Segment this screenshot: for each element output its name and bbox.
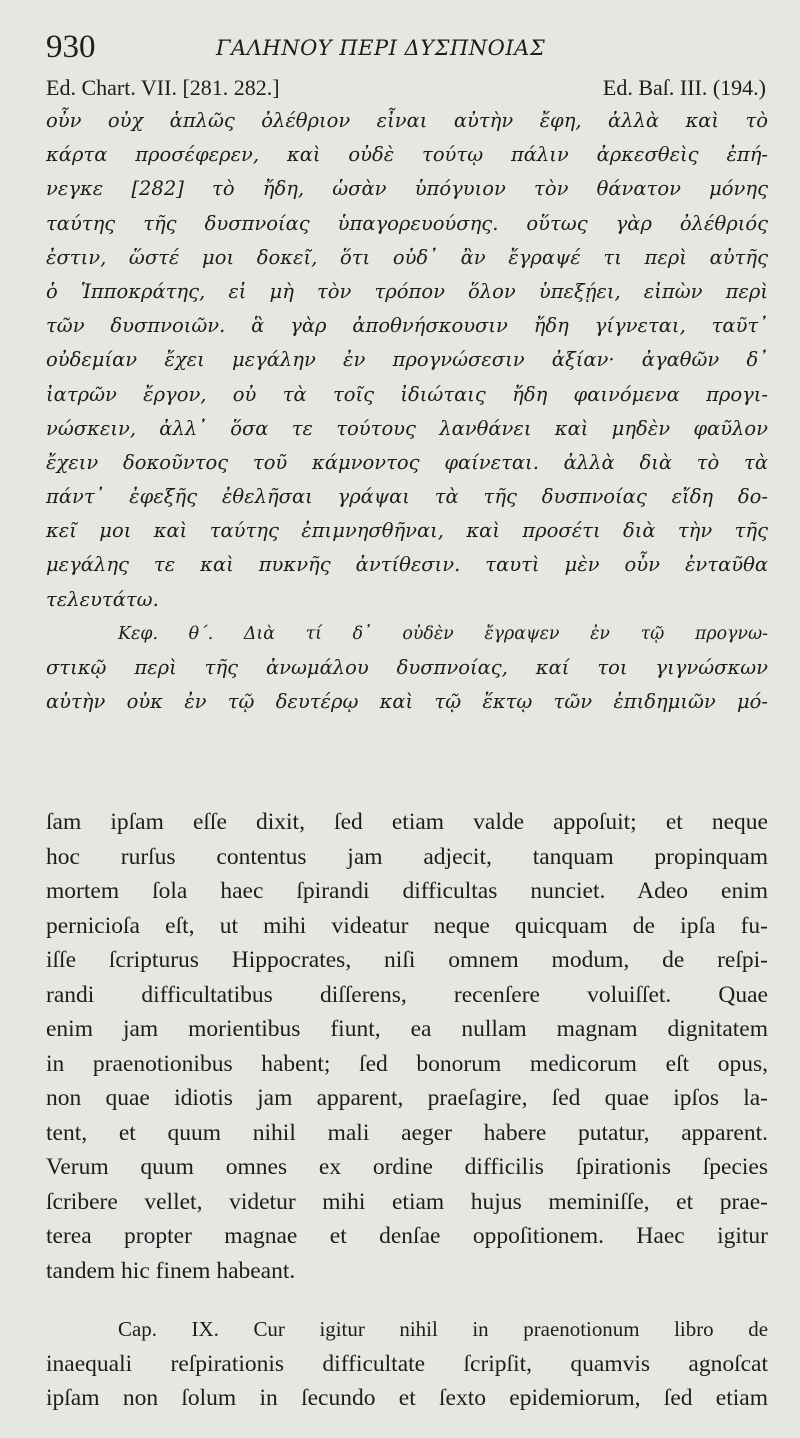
latin-line: inaequali reſpirationis difficultate ſcripſit, quamvis agnoſcat bbox=[46, 1350, 768, 1377]
latin-text bbox=[46, 805, 768, 1416]
latin-line: hoc rurſus contentus jam adjecit, tanquam propinquam bbox=[46, 843, 768, 870]
paragraph-gap bbox=[46, 1288, 768, 1312]
latin-line: terea propter magnae et denſae oppoſitionem. Haec igitur bbox=[46, 1223, 768, 1249]
page-header bbox=[46, 30, 766, 64]
latin-chapter-heading-line: Cap. IX. Cur igitur nihil in praenotionum libro de bbox=[118, 1317, 768, 1341]
page-number: 930 bbox=[46, 29, 96, 65]
greek-line: πάντ᾽ ἐφεξῆς ἐθελῆσαι γράψαι τὰ τῆς δυσπνοίας εἴδη δο- bbox=[46, 485, 768, 509]
edition-reference bbox=[46, 74, 766, 102]
latin-line: randi difficultatibus diſſerens, recenſere voluiſſet. Quae bbox=[46, 981, 768, 1008]
greek-line: νεγκε [282] τὸ ἤδη, ὡσὰν ὑπόγυιον τὸν θάνατον μόνης bbox=[46, 177, 768, 201]
greek-line: νώσκειν, ἀλλ᾽ ὅσα τε τούτους λανθάνει καὶ μηδὲν φαῦλον bbox=[46, 416, 768, 440]
latin-line: non quae idiotis jam apparent, praeſagire, ſed quae ipſos la- bbox=[46, 1085, 768, 1111]
greek-chapter-heading-line: Κεφ. θ΄. Διὰ τί δ᾽ οὐδὲν ἔγραψεν ἐν τῷ προγνω- bbox=[118, 623, 768, 644]
greek-line: ταύτης τῆς δυσπνοίας ὑπαγορευούσης. οὕτως γὰρ ὀλέθριός bbox=[46, 211, 768, 235]
greek-line: ἔχειν δοκοῦντος τοῦ κάμνοντος φαίνεται. ἀλλὰ διὰ τὸ τὰ bbox=[46, 450, 768, 474]
latin-line: ipſam non ſolum in ſecundo et ſexto epidemiorum, ſed etiam bbox=[46, 1385, 768, 1411]
greek-line: οὐδεμίαν ἔχει μεγάλην ἐν προγνώσεσιν ἀξίαν· ἀγαθῶν δ᾽ bbox=[46, 348, 768, 372]
greek-line: κάρτα προσέφερεν, καὶ οὐδὲ τούτῳ πάλιν ἀρκεσθεὶς ἐπή- bbox=[46, 143, 768, 167]
latin-line: in praenotionibus habent; ſed bonorum medicorum eſt opus, bbox=[46, 1050, 768, 1077]
latin-line: tandem hic finem habeant. bbox=[46, 1257, 296, 1284]
greek-text bbox=[46, 104, 768, 719]
greek-line: μεγάλης τε καὶ πυκνῆς ἀντίθεσιν. ταυτὶ μὲν οὖν ἐνταῦθα bbox=[46, 553, 768, 577]
greek-line: ὁ Ἱπποκράτης, εἰ μὴ τὸν τρόπον ὅλον ὑπεξῄει, εἰπὼν περὶ bbox=[46, 279, 768, 303]
latin-line: mortem ſola haec ſpirandi difficultas nunciet. Adeo enim bbox=[46, 878, 768, 904]
edition-basel: Ed. Baſ. III. (194.) bbox=[602, 75, 766, 100]
greek-line: τῶν δυσπνοιῶν. ἃ γὰρ ἀποθνήσκουσιν ἤδη γίγνεται, ταῦτ᾽ bbox=[46, 314, 768, 338]
greek-line: αὐτὴν οὐκ ἐν τῷ δευτέρῳ καὶ τῷ ἕκτῳ τῶν ἐπιδημιῶν μό- bbox=[46, 690, 768, 714]
greek-line: κεῖ μοι καὶ ταύτης ἐπιμνησθῆναι, καὶ προσέτι διὰ τὴν τῆς bbox=[46, 519, 768, 543]
latin-line: enim jam morientibus fiunt, ea nullam magnam dignitatem bbox=[46, 1016, 768, 1042]
latin-line: ſcribere vellet, videtur mihi etiam hujus meminiſſe, et prae- bbox=[46, 1188, 768, 1215]
edition-chart: Ed. Chart. VII. [281. 282.] bbox=[46, 75, 280, 100]
latin-line: Verum quum omnes ex ordine difficilis ſpirationis ſpecies bbox=[46, 1154, 768, 1180]
latin-line: iſſe ſcripturus Hippocrates, niſi omnem modum, de reſpi- bbox=[46, 947, 768, 973]
running-title: ΓΑΛΗΝΟΥ ΠΕΡΙ ΔΥΣΠΝΟΙΑΣ bbox=[216, 36, 546, 60]
greek-line: ἰατρῶν ἔργον, οὐ τὰ τοῖς ἰδιώταις ἤδη φαινόμενα προγι- bbox=[46, 382, 768, 406]
greek-line: τελευτάτω. bbox=[46, 587, 159, 611]
latin-line: pernicioſa eſt, ut mihi videatur neque quicquam de ipſa fu- bbox=[46, 912, 768, 939]
latin-line: ſam ipſam eſſe dixit, ſed etiam valde appoſuit; et neque bbox=[46, 809, 768, 835]
greek-line: ἐστιν, ὥστέ μοι δοκεῖ, ὅτι οὐδ᾽ ἂν ἔγραψέ τι περὶ αὐτῆς bbox=[46, 245, 768, 269]
greek-line: οὖν οὐχ ἁπλῶς ὀλέθριον εἶναι αὐτὴν ἔφη, ἀλλὰ καὶ τὸ bbox=[46, 109, 768, 132]
greek-line: στικῷ περὶ τῆς ἀνωμάλου δυσπνοίας, καί τοι γιγνώσκων bbox=[46, 656, 768, 679]
latin-line: tent, et quum nihil mali aeger habere putatur, apparent. bbox=[46, 1119, 768, 1146]
